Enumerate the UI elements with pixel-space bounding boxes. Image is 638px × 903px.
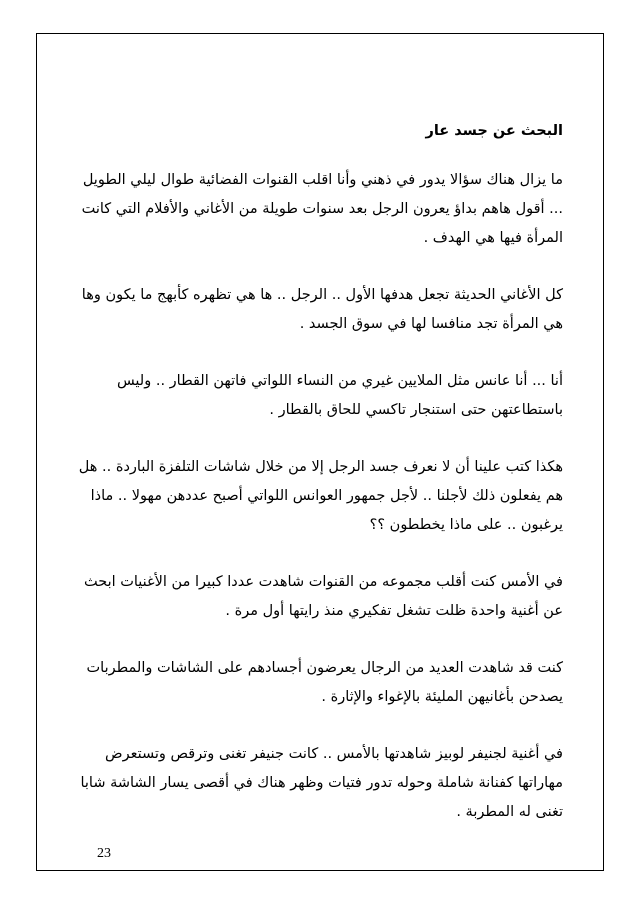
text-line: في الأمس كنت أقلب مجموعه من القنوات شاهدت عددا كبيرا من الأغنيات ابحث [83, 574, 563, 590]
paragraph [81, 281, 563, 339]
document-title: البحث عن جسد عار [425, 123, 563, 139]
text-line: مهاراتها كفنانة شاملة وحوله تدور فتيات وظهر هناك في أقصى يسار الشاشة شابا [80, 775, 563, 791]
text-line: في أغنية لجنيفر لوبيز شاهدتها بالأمس .. كانت جنيفر تغنى وترقص وتستعرض [105, 746, 563, 762]
text-line: عن أغنية واحدة ظلت تشغل تفكيري منذ رايتها أول مرة . [225, 603, 563, 619]
paragraph [87, 654, 563, 712]
document-page [36, 33, 604, 871]
text-line: أنا ... أنا عانس مثل الملايين غيري من النساء اللواتي فاتهن القطار .. وليس [116, 373, 563, 389]
text-line: هي المرأة تجد منافسا لها في سوق الجسد . [299, 316, 563, 332]
text-line: هم يفعلون ذلك لأجلنا .. لأجل جمهور العوانس اللواتي أصبح عددهن مهولا .. ماذا [90, 488, 563, 504]
text-line: يصدحن بأغانيهن المليئة بالإغواء والإثارة . [321, 689, 563, 705]
text-line: كل الأغاني الحديثة تجعل هدفها الأول .. الرجل .. ها هي تظهره كأبهج ما يكون وها [81, 287, 563, 303]
text-line: كنت قد شاهدت العديد من الرجال يعرضون أجسادهم على الشاشات والمطربات [86, 660, 563, 676]
document-body [78, 116, 563, 855]
text-line: المرأة فيها هي الهدف . [423, 230, 563, 246]
paragraph [80, 740, 563, 827]
text-line: باستطاعتهن حتى استنجار تاكسي للحاق بالقطار . [269, 402, 563, 418]
paragraph [81, 166, 563, 253]
paragraph-list [78, 166, 563, 827]
text-line: هكذا كتب علينا أن لا نعرف جسد الرجل إلا من خلال شاشات التلفزة الباردة .. هل [78, 459, 563, 475]
paragraph [87, 367, 563, 425]
paragraph [78, 453, 563, 540]
text-line: تغنى له المطربة . [456, 804, 563, 820]
text-line: ... أقول هاهم بداؤ يعرون الرجل بعد سنوات طويلة من الأغاني والأفلام التي كانت [81, 201, 563, 217]
text-line: ما يزال هناك سؤالا يدور في ذهني وأنا اقلب القنوات الفضائية طوال ليلي الطويل [82, 172, 563, 188]
page-number: 23 [97, 846, 111, 861]
text-line: يرغبون .. على ماذا يخططون ؟؟ [369, 517, 563, 533]
paragraph [83, 568, 563, 626]
